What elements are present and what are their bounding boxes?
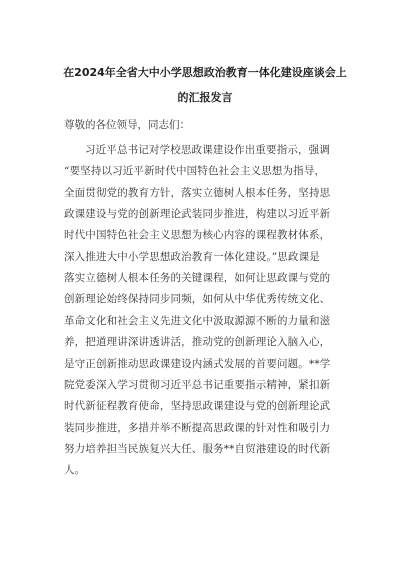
body-line: 革命文化和社会主义先进文化中汲取源源不断的力量和滋 [64, 315, 331, 327]
body-line: 全面贯彻党的教育方针，落实立德树人根本任务，坚持思 [64, 187, 331, 199]
body-line: 深入推进大中小学思想政治教育一体化建设。”思政课是 [64, 251, 320, 263]
body-line: 时代中国特色社会主义思想为核心内容的课程教材体系， [64, 229, 331, 241]
salutation: 尊敬的各位领导，同志们： [64, 119, 190, 131]
body-line: 落实立德树人根本任务的关键课程，如何让思政课与党的 [64, 272, 331, 284]
body-line: 人。 [64, 464, 86, 476]
body-line: 习近平总书记对学校思政课建设作出重要指示，强调 [85, 144, 330, 156]
body-line: 努力培养担当民族复兴大任、服务**自贸港建设的时代新 [64, 443, 331, 455]
body-line: 养，把道理讲深讲透讲活，推动党的创新理论入脑入心， [64, 336, 331, 348]
body-line: 是守正创新推动思政课建设内涵式发展的首要问题。**学 [64, 358, 331, 370]
body-line: 创新理论始终保持同步同频，如何从中华优秀传统文化、 [64, 293, 331, 305]
body-line: 院党委深入学习贯彻习近平总书记重要指示精神，紧扣新 [64, 379, 331, 391]
body-line: 装同步推进，多措并举不断提高思政课的针对性和吸引力 [64, 422, 331, 434]
document-title-line-2: 的汇报发言 [177, 91, 233, 104]
document-title-line-1: 在2024年全省大中小学思想政治教育一体化建设座谈会上 [63, 66, 347, 79]
body-line: 时代新征程教育使命，坚持思政课建设与党的创新理论武 [64, 400, 331, 412]
body-line: 政课建设与党的创新理论武装同步推进，构建以习近平新 [64, 208, 331, 220]
body-line: “要坚持以习近平新时代中国特色社会主义思想为指导， [64, 165, 326, 177]
